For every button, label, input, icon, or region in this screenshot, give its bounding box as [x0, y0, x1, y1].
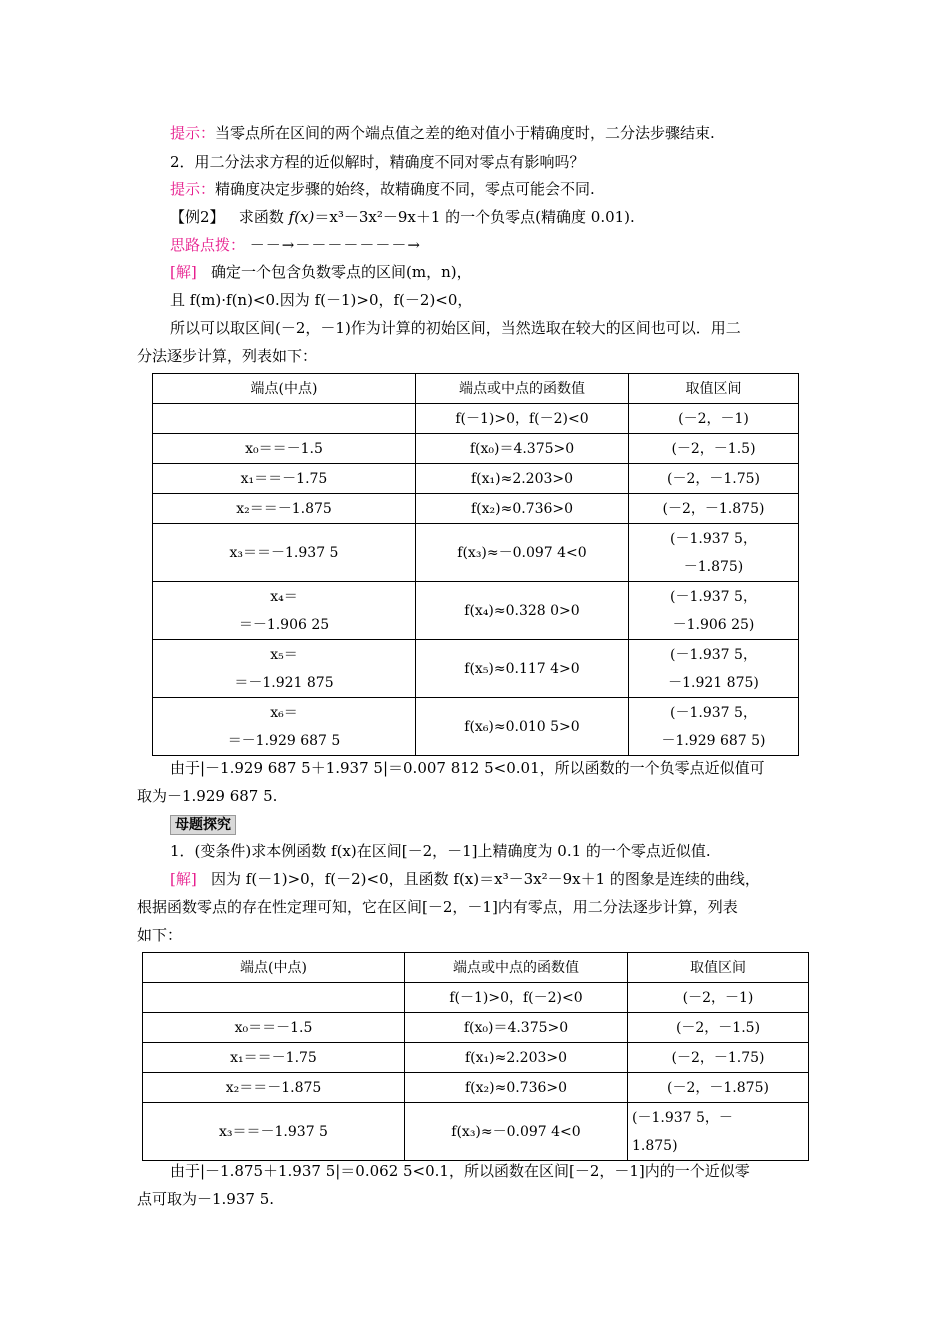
- cell-endpoint: x₀＝＝－1.5: [143, 1013, 405, 1043]
- cell-function-value: f(x₁)≈2.203>0: [405, 1043, 628, 1073]
- hint-label: 提示：: [170, 124, 216, 142]
- hint-1: [170, 123, 813, 143]
- table-row: [153, 404, 799, 434]
- cell-function-value: f(x₂)≈0.736>0: [405, 1073, 628, 1103]
- cell-interval: (－2，－1.75): [629, 464, 799, 494]
- header-interval: 取值区间: [628, 953, 809, 983]
- solution-line-4: 分法逐步计算，列表如下：: [137, 347, 318, 365]
- cell-interval: (－1.937 5， －1.929 687 5): [629, 698, 799, 756]
- conclusion-1-a: 由于|－1.929 687 5＋1.937 5|＝0.007 812 5<0.01，所以函数的一个负零点近似值可: [170, 759, 765, 777]
- cell-function-value: f(x₁)≈2.203>0: [416, 464, 629, 494]
- hint-2: [170, 179, 813, 199]
- cell-function-value: f(x₄)≈0.328 0>0: [416, 582, 629, 640]
- example-text-a: 求函数: [238, 208, 289, 226]
- solution-line-3: 所以可以取区间(－2，－1)作为计算的初始区间，当然选取在较大的区间也可以．用二: [170, 319, 741, 337]
- cell-interval: (－2，－1.875): [628, 1073, 809, 1103]
- bisection-table-2: [142, 952, 809, 1161]
- solution-text: 因为 f(－1)>0，f(－2)<0，且函数 f(x)＝x³－3x²－9x＋1 的图象是连续的曲线，: [211, 870, 760, 888]
- header-function-value: 端点或中点的函数值: [416, 374, 629, 404]
- cell-function-value: f(x₅)≈0.117 4>0: [416, 640, 629, 698]
- cell-interval: (－2，－1): [629, 404, 799, 434]
- cell-function-value: f(x₃)≈－0.097 4<0: [416, 524, 629, 582]
- header-interval: 取值区间: [629, 374, 799, 404]
- solution-label: [解]: [170, 870, 197, 888]
- cell-interval: (－1.937 5，－ 1.875): [628, 1103, 809, 1161]
- cell-endpoint: x₃＝＝－1.937 5: [153, 524, 416, 582]
- example-text-b: ＝x³－3x²－9x＋1 的一个负零点(精确度 0.01).: [314, 208, 635, 226]
- table-row: [153, 494, 799, 524]
- table-row: [143, 1073, 809, 1103]
- cell-interval: (－1.937 5， －1.875): [629, 524, 799, 582]
- hint-text: 精确度决定步骤的始终，故精确度不同，零点可能会不同.: [215, 180, 595, 198]
- cell-interval: (－2，－1.5): [629, 434, 799, 464]
- table-row: [153, 582, 799, 640]
- example-2: [170, 207, 813, 227]
- header-function-value: 端点或中点的函数值: [405, 953, 628, 983]
- cell-endpoint: [143, 983, 405, 1013]
- bisection-table-1: [152, 373, 799, 756]
- cell-interval: (－2，－1.75): [628, 1043, 809, 1073]
- idea-line: [170, 235, 813, 255]
- solution-label: [解]: [170, 263, 197, 281]
- solution-text: 确定一个包含负数零点的区间(m，n)，: [211, 263, 472, 281]
- cell-endpoint: x₄＝ ＝－1.906 25: [153, 582, 416, 640]
- table-row: [153, 524, 799, 582]
- table-header-row: [143, 953, 809, 983]
- cell-interval: (－1.937 5， －1.906 25): [629, 582, 799, 640]
- example-fx: f(x): [288, 208, 315, 226]
- variation-1: 1．(变条件)求本例函数 f(x)在区间[－2，－1]上精确度为 0.1 的一个零点近似值.: [170, 842, 711, 860]
- hint-label: 提示：: [170, 180, 216, 198]
- cell-interval: (－2，－1.875): [629, 494, 799, 524]
- table-row: [153, 434, 799, 464]
- solution-line-2: 且 f(m)·f(n)<0.因为 f(－1)>0，f(－2)<0，: [170, 291, 473, 309]
- solution-line-1: [170, 262, 813, 282]
- cell-endpoint: x₁＝＝－1.75: [153, 464, 416, 494]
- cell-endpoint: x₅＝ ＝－1.921 875: [153, 640, 416, 698]
- solution-2-line-1: [170, 869, 813, 889]
- example-label: 【例2】: [170, 208, 225, 226]
- table-row: [143, 1103, 809, 1161]
- cell-interval: (－2，－1.5): [628, 1013, 809, 1043]
- hint-text: 当零点所在区间的两个端点值之差的绝对值小于精确度时，二分法步骤结束.: [215, 124, 715, 142]
- cell-endpoint: x₆＝ ＝－1.929 687 5: [153, 698, 416, 756]
- cell-function-value: f(－1)>0，f(－2)<0: [405, 983, 628, 1013]
- cell-endpoint: x₃＝＝－1.937 5: [143, 1103, 405, 1161]
- solution-2-line-3: 如下：: [137, 926, 183, 944]
- question-2: 2．用二分法求方程的近似解时，精确度不同对零点有影响吗？: [170, 153, 585, 171]
- conclusion-2-b: 点可取为－1.937 5.: [137, 1190, 275, 1208]
- cell-interval: (－1.937 5， －1.921 875): [629, 640, 799, 698]
- cell-function-value: f(x₃)≈－0.097 4<0: [405, 1103, 628, 1161]
- cell-endpoint: x₀＝＝－1.5: [153, 434, 416, 464]
- cell-function-value: f(x₀)＝4.375>0: [416, 434, 629, 464]
- table-header-row: [153, 374, 799, 404]
- cell-endpoint: x₂＝＝－1.875: [143, 1073, 405, 1103]
- table-row: [153, 640, 799, 698]
- table-row: [143, 983, 809, 1013]
- table-row: [143, 1013, 809, 1043]
- solution-2-line-2: 根据函数零点的存在性定理可知，它在区间[－2，－1]内有零点，用二分法逐步计算，列表: [137, 898, 738, 916]
- cell-interval: (－2，－1): [628, 983, 809, 1013]
- cell-function-value: f(x₂)≈0.736>0: [416, 494, 629, 524]
- cell-function-value: f(x₆)≈0.010 5>0: [416, 698, 629, 756]
- table-row: [143, 1043, 809, 1073]
- idea-label: 思路点拨：: [170, 236, 246, 254]
- header-endpoint: 端点(中点): [143, 953, 405, 983]
- idea-flow: －－→－－－－－－－→: [249, 236, 421, 254]
- cell-endpoint: [153, 404, 416, 434]
- header-endpoint: 端点(中点): [153, 374, 416, 404]
- conclusion-2-a: 由于|－1.875＋1.937 5|＝0.062 5<0.1，所以函数在区间[－2，－1]内的一个近似零: [170, 1162, 750, 1180]
- section-badge: 母题探究: [170, 815, 236, 835]
- table-row: [153, 464, 799, 494]
- cell-endpoint: x₂＝＝－1.875: [153, 494, 416, 524]
- table-row: [153, 698, 799, 756]
- cell-function-value: f(x₀)＝4.375>0: [405, 1013, 628, 1043]
- cell-endpoint: x₁＝＝－1.75: [143, 1043, 405, 1073]
- conclusion-1-b: 取为－1.929 687 5.: [137, 787, 278, 805]
- cell-function-value: f(－1)>0，f(－2)<0: [416, 404, 629, 434]
